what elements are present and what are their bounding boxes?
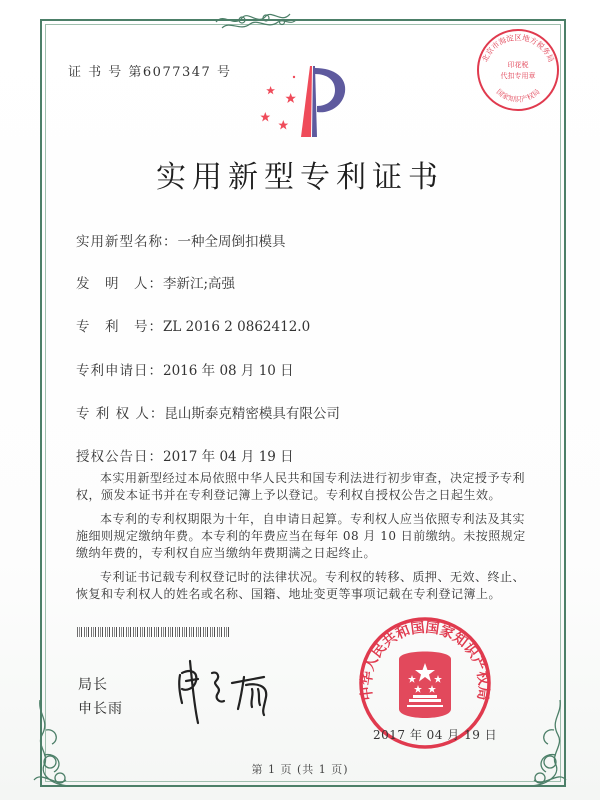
cnipa-logo-icon bbox=[255, 62, 355, 137]
certificate-number bbox=[68, 61, 231, 80]
certificate-number-suffix: 号 bbox=[216, 65, 232, 80]
tax-stamp-bottom-text: 国家知识产权局 bbox=[494, 87, 542, 104]
paragraph-legal-status: 专利证书记载专利权登记时的法律状况。专利权的转移、质押、无效、终止、恢复和专利权人的姓名或名称、国籍、地址变更等事项记载在专利登记簿上。 bbox=[76, 570, 526, 601]
field-patent-number bbox=[76, 315, 310, 335]
field-value: 2017 年 04 月 19 日 bbox=[163, 449, 294, 465]
director-signature-icon bbox=[172, 655, 292, 725]
paragraph-term-statement: 本专利的专利权期限为十年，自申请日起算。专利权人应当依照专利法及其实施细则规定缴纳年费。本专利的年费应当在每年 08 月 10 日前缴纳。未按照规定缴纳年费的，专利权自应当缴纳年费期满之日起终止。 bbox=[76, 512, 526, 560]
field-inventors bbox=[76, 272, 235, 292]
field-label: 实用新型名称： bbox=[76, 234, 178, 250]
seal-text: 中华人民共和国国家知识产权局 bbox=[358, 619, 492, 702]
certificate-number-label: 证 书 号 第 bbox=[68, 65, 143, 80]
field-value: 2016 年 08 月 10 日 bbox=[163, 363, 294, 379]
field-application-date bbox=[76, 359, 294, 379]
field-grant-date bbox=[76, 445, 294, 465]
field-value: 李新江;高强 bbox=[163, 276, 236, 292]
barcode bbox=[77, 627, 229, 637]
field-value: ZL 2016 2 0862412.0 bbox=[163, 319, 311, 335]
certificate-title: 实用新型专利证书 bbox=[156, 160, 444, 195]
director-name: 申长雨 bbox=[78, 701, 123, 717]
field-utility-model-name bbox=[76, 230, 286, 250]
svg-text:北京市海淀区地方税务局 bbox=[479, 32, 556, 63]
director-title: 局长 bbox=[78, 677, 108, 693]
page-indicator: 第 1 页 (共 1 页) bbox=[251, 763, 349, 776]
seal-date: 2017 年 04 月 19 日 bbox=[373, 728, 498, 742]
field-value: 昆山斯泰克精密模具有限公司 bbox=[164, 406, 340, 422]
tax-stamp-seal-icon bbox=[473, 25, 563, 115]
ornament-bottom-right-icon bbox=[500, 700, 570, 795]
field-patentee bbox=[76, 402, 340, 422]
field-label: 发 明 人： bbox=[76, 276, 163, 292]
field-label: 专利申请日： bbox=[76, 363, 163, 379]
tax-stamp-outer-text: 北京市海淀区地方税务局 bbox=[480, 33, 556, 64]
ornament-top-icon bbox=[212, 6, 298, 36]
tax-stamp-inner-line2: 代扣专用章 bbox=[500, 72, 536, 80]
paragraph-grant-statement: 本实用新型经过本局依照中华人民共和国专利法进行初步审查，决定授予专利权，颁发本证书并在专利登记簿上予以登记。专利权自授权公告之日起生效。 bbox=[76, 471, 526, 502]
tax-stamp-inner-line1: 印花税 bbox=[507, 61, 529, 69]
field-label: 授权公告日： bbox=[76, 449, 163, 465]
field-label: 专 利 权 人： bbox=[76, 406, 165, 422]
field-label: 专 利 号： bbox=[76, 319, 163, 335]
svg-text:国家知识产权局 bbox=[495, 87, 542, 104]
certificate-number-value: 6077347 bbox=[142, 65, 212, 80]
field-value: 一种全周倒扣模具 bbox=[177, 234, 286, 250]
